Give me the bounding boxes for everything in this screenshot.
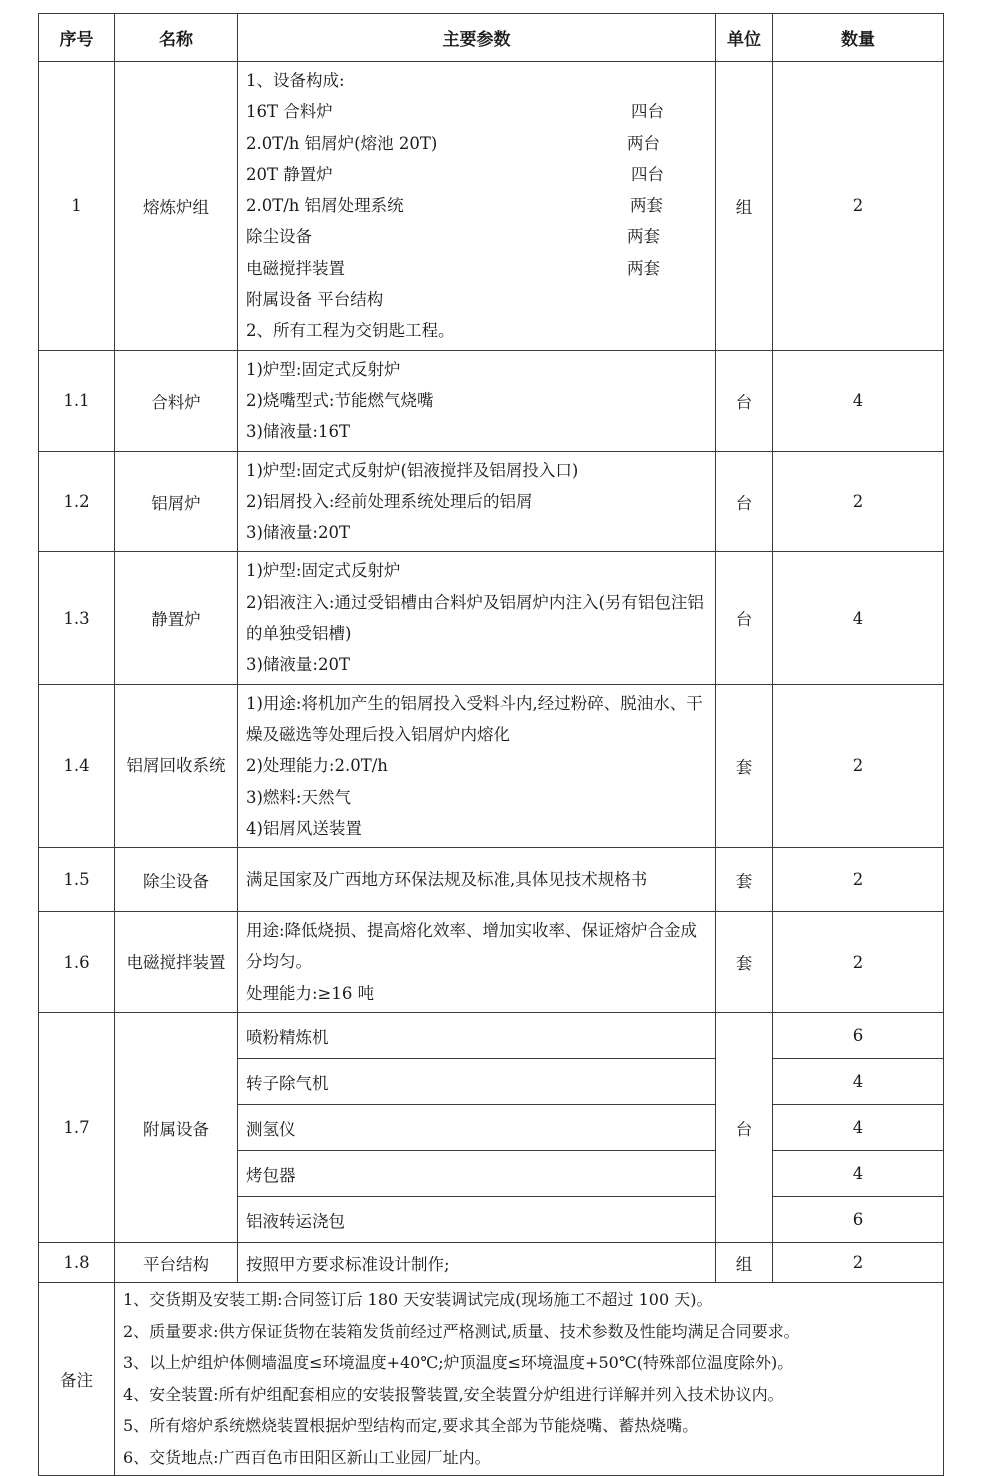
param-line: 3)储液量:20T xyxy=(246,655,350,675)
row-no: 1.5 xyxy=(39,848,115,912)
param-qty: 两台 xyxy=(627,133,660,153)
header-qty: 数量 xyxy=(773,14,944,62)
row-params: 转子除气机 xyxy=(238,1059,716,1105)
param-line: 除尘设备 xyxy=(246,227,312,247)
param-line: 16T 合料炉 xyxy=(246,102,333,122)
table-row xyxy=(39,62,944,351)
notes-label: 备注 xyxy=(39,1283,115,1476)
row-unit: 台 xyxy=(716,552,773,684)
table-header-row xyxy=(39,14,944,62)
param-line: 附属设备 平台结构 xyxy=(246,290,384,310)
row-qty: 4 xyxy=(773,350,944,451)
param-line: 2)烧嘴型式:节能燃气烧嘴 xyxy=(246,390,434,410)
row-params xyxy=(238,912,716,1013)
row-no: 1.2 xyxy=(39,451,115,552)
row-params: 测氢仪 xyxy=(238,1105,716,1151)
param-qty: 两套 xyxy=(627,227,660,247)
param-line: 1)炉型:固定式反射炉 xyxy=(246,359,401,379)
header-no: 序号 xyxy=(39,14,115,62)
row-no: 1 xyxy=(39,62,115,351)
row-unit: 台 xyxy=(716,1013,773,1243)
row-name-text: 铝屑回收系统 xyxy=(126,756,226,776)
row-name: 熔炼炉组 xyxy=(115,62,238,351)
param-line: 3)储液量:16T xyxy=(246,422,350,442)
note-line: 3、以上炉组炉体侧墙温度≤环境温度+40℃;炉顶温度≤环境温度+50℃(特殊部位温度除外)。 xyxy=(123,1353,794,1373)
row-qty: 6 xyxy=(773,1197,944,1243)
row-params: 铝液转运浇包 xyxy=(238,1197,716,1243)
row-no: 1.4 xyxy=(39,684,115,847)
param-line: 2.0T/h 铝屑处理系统 xyxy=(246,196,404,216)
row-no: 1.7 xyxy=(39,1013,115,1243)
note-line: 5、所有熔炉系统燃烧装置根据炉型结构而定,要求其全部为节能烧嘴、蓄热烧嘴。 xyxy=(123,1416,699,1436)
row-no: 1.6 xyxy=(39,912,115,1013)
row-qty: 2 xyxy=(773,684,944,847)
table-row xyxy=(39,684,944,847)
note-line: 1、交货期及安装工期:合同签订后 180 天安装调试完成(现场施工不超过 100 天)。 xyxy=(123,1290,713,1310)
row-params: 喷粉精炼机 xyxy=(238,1013,716,1059)
row-qty: 2 xyxy=(773,912,944,1013)
row-qty: 2 xyxy=(773,848,944,912)
table-row xyxy=(39,912,944,1013)
row-name xyxy=(115,684,238,847)
row-params xyxy=(238,451,716,552)
row-qty: 6 xyxy=(773,1013,944,1059)
row-params xyxy=(238,62,716,351)
header-name: 名称 xyxy=(115,14,238,62)
row-qty: 2 xyxy=(773,62,944,351)
param-qty: 两套 xyxy=(630,196,663,216)
table-row xyxy=(39,1243,944,1283)
param-line: 3)燃料:天然气 xyxy=(246,787,351,807)
equipment-spec-table xyxy=(38,13,944,1476)
row-name: 附属设备 xyxy=(115,1013,238,1243)
param-line: 2)铝液注入:通过受铝槽由合料炉及铝屑炉内注入(另有铝包注铝的单独受铝槽) xyxy=(246,592,704,644)
row-qty: 4 xyxy=(773,1105,944,1151)
param-line: 处理能力:≥16 吨 xyxy=(246,983,375,1003)
row-name: 铝屑炉 xyxy=(115,451,238,552)
row-unit: 组 xyxy=(716,62,773,351)
table-row xyxy=(39,552,944,684)
row-no: 1.8 xyxy=(39,1243,115,1283)
param-qty: 四台 xyxy=(631,164,664,184)
param-qty: 两套 xyxy=(627,258,660,278)
row-params: 烤包器 xyxy=(238,1151,716,1197)
row-params xyxy=(238,684,716,847)
param-line: 1)炉型:固定式反射炉(铝液搅拌及铝屑投入口) xyxy=(246,460,579,480)
table-row xyxy=(39,1013,944,1059)
row-name: 静置炉 xyxy=(115,552,238,684)
param-line: 用途:降低烧损、提高熔化效率、增加实收率、保证熔炉合金成分均匀。 xyxy=(246,921,698,972)
row-name: 除尘设备 xyxy=(115,848,238,912)
row-qty: 4 xyxy=(773,552,944,684)
row-params xyxy=(238,552,716,684)
param-line: 2)处理能力:2.0T/h xyxy=(246,756,388,776)
row-name: 平台结构 xyxy=(115,1243,238,1283)
row-unit: 台 xyxy=(716,451,773,552)
notes-content xyxy=(115,1283,944,1476)
row-name xyxy=(115,912,238,1013)
row-no: 1.3 xyxy=(39,552,115,684)
param-qty: 四台 xyxy=(631,102,664,122)
row-unit: 组 xyxy=(716,1243,773,1283)
param-line: 1、设备构成: xyxy=(246,71,345,90)
table-row xyxy=(39,848,944,912)
table-row xyxy=(39,350,944,451)
param-line: 4)铝屑风送装置 xyxy=(246,818,362,838)
row-unit: 套 xyxy=(716,848,773,912)
param-line: 2.0T/h 铝屑炉(熔池 20T) xyxy=(246,133,438,153)
param-line: 电磁搅拌装置 xyxy=(246,258,345,278)
param-line: 1)用途:将机加产生的铝屑投入受料斗内,经过粉碎、脱油水、干燥及磁选等处理后投入铝屑炉内熔化 xyxy=(246,693,703,744)
param-line: 1)炉型:固定式反射炉 xyxy=(246,561,401,581)
row-unit: 套 xyxy=(716,912,773,1013)
param-line: 2)铝屑投入:经前处理系统处理后的铝屑 xyxy=(246,491,533,511)
row-qty: 4 xyxy=(773,1059,944,1105)
row-qty: 2 xyxy=(773,451,944,552)
note-line: 6、交货地点:广西百色市田阳区新山工业园厂址内。 xyxy=(123,1447,491,1467)
param-line: 3)储液量:20T xyxy=(246,523,350,543)
row-unit: 套 xyxy=(716,684,773,847)
row-qty: 4 xyxy=(773,1151,944,1197)
row-params xyxy=(238,848,716,912)
param-line: 20T 静置炉 xyxy=(246,164,333,184)
header-unit: 单位 xyxy=(716,14,773,62)
notes-row xyxy=(39,1283,944,1476)
header-params: 主要参数 xyxy=(238,14,716,62)
row-qty: 2 xyxy=(773,1243,944,1283)
row-unit: 台 xyxy=(716,350,773,451)
row-name: 合料炉 xyxy=(115,350,238,451)
note-line: 2、质量要求:供方保证货物在装箱发货前经过严格测试,质量、技术参数及性能均满足合同要求。 xyxy=(123,1321,800,1341)
row-params xyxy=(238,350,716,451)
param-line: 满足国家及广西地方环保法规及标准,具体见技术规格书 xyxy=(246,869,648,889)
param-line: 2、所有工程为交钥匙工程。 xyxy=(246,321,455,341)
row-params: 按照甲方要求标准设计制作; xyxy=(238,1243,716,1283)
table-row xyxy=(39,451,944,552)
row-no: 1.1 xyxy=(39,350,115,451)
note-line: 4、安全装置:所有炉组配套相应的安装报警装置,安全装置分炉组进行详解并列入技术协议内。 xyxy=(123,1384,784,1404)
row-name-text: 电磁搅拌装置 xyxy=(126,952,226,972)
